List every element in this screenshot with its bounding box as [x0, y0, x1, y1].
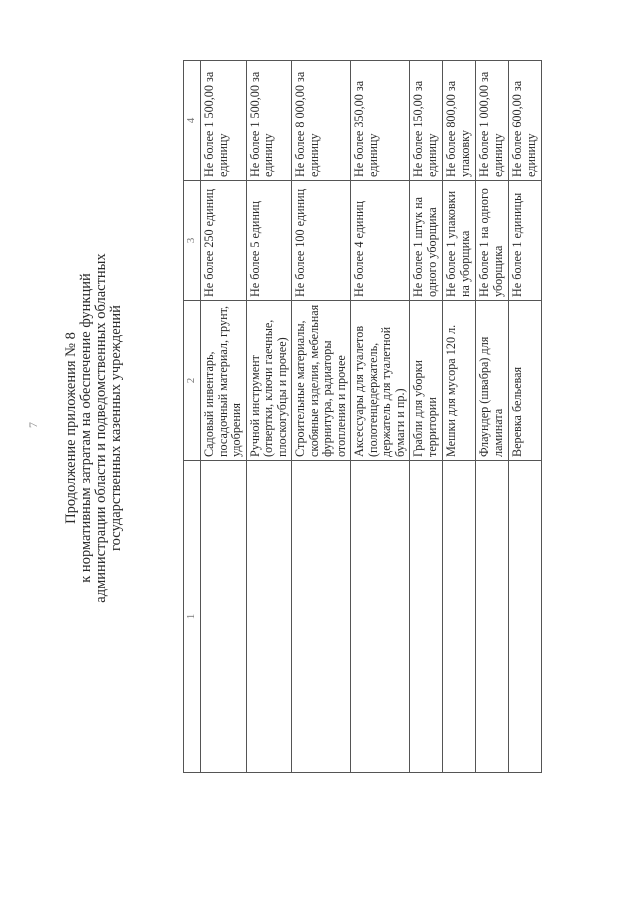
table-cell — [476, 461, 509, 773]
rotated-page-content — [64, 28, 564, 828]
table-row — [246, 61, 292, 773]
table-cell — [246, 461, 292, 773]
table-cell: Не более 1 на одного уборщика — [476, 181, 509, 301]
table-row — [292, 61, 351, 773]
table-cell: Строительные материалы, скобяные изделия, мебельная фурнитура, радиаторы отопления и прочее — [292, 301, 351, 461]
norms-table — [183, 60, 542, 773]
heading-line-2: к нормативным затратам на обеспечение функций — [78, 273, 94, 583]
table-row — [351, 61, 410, 773]
table-cell: Веревка бельевая — [509, 301, 542, 461]
table-cell: Не более 1 500,00 за единицу — [246, 61, 292, 181]
table-cell: Садовый инвентарь, посадочный материал, грунт, удобрения — [201, 301, 247, 461]
table-cell — [410, 461, 443, 773]
table-row — [476, 61, 509, 773]
table-cell: Не более 1 000,00 за единицу — [476, 61, 509, 181]
table-cell — [292, 461, 351, 773]
table-row — [201, 61, 247, 773]
table-cell: Не более 4 единиц — [351, 181, 410, 301]
table-cell: Аксессуары для туалетов (полотенцедержатель, держатель для туалетной бумаги и пр.) — [351, 301, 410, 461]
table-header-row — [184, 61, 201, 773]
table-cell: Не более 600,00 за единицу — [509, 61, 542, 181]
column-header: 3 — [184, 181, 201, 301]
table-cell: Не более 1 500,00 за единицу — [201, 61, 247, 181]
table-cell: Не более 5 единиц — [246, 181, 292, 301]
page-mark: 7 — [26, 422, 40, 428]
table-cell: Не более 250 единиц — [201, 181, 247, 301]
table-row — [410, 61, 443, 773]
table-cell: Мешки для мусора 120 л. — [443, 301, 476, 461]
table-cell — [443, 461, 476, 773]
table-cell: Не более 8 000,00 за единицу — [292, 61, 351, 181]
heading-line-3: администрации области и подведомственных областных — [93, 253, 109, 603]
table-row — [443, 61, 476, 773]
table-cell: Не более 800,00 за упаковку — [443, 61, 476, 181]
table-cell: Не более 150,00 за единицу — [410, 61, 443, 181]
table-cell: Не более 1 штук на одного уборщика — [410, 181, 443, 301]
table-cell: Ручной инструмент (отвертки, ключи гаечные, плоскогубцы и прочее) — [246, 301, 292, 461]
table-row — [509, 61, 542, 773]
table-cell: Не более 1 единицы — [509, 181, 542, 301]
table-cell: Грабли для уборки территории — [410, 301, 443, 461]
table-cell: Не более 350,00 за единицу — [351, 61, 410, 181]
table-cell — [351, 461, 410, 773]
column-header: 4 — [184, 61, 201, 181]
table-cell: Не более 100 единиц — [292, 181, 351, 301]
table-cell: Не более 1 упаковки на уборщика — [443, 181, 476, 301]
document-heading — [64, 28, 124, 828]
column-header: 2 — [184, 301, 201, 461]
heading-line-4: государственных казенных учреждений — [108, 305, 124, 551]
heading-line-1: Продолжение приложения № 8 — [63, 332, 79, 524]
table-cell — [509, 461, 542, 773]
table-cell — [201, 461, 247, 773]
table-cell: Флаундер (швабра) для ламината — [476, 301, 509, 461]
column-header: 1 — [184, 461, 201, 773]
